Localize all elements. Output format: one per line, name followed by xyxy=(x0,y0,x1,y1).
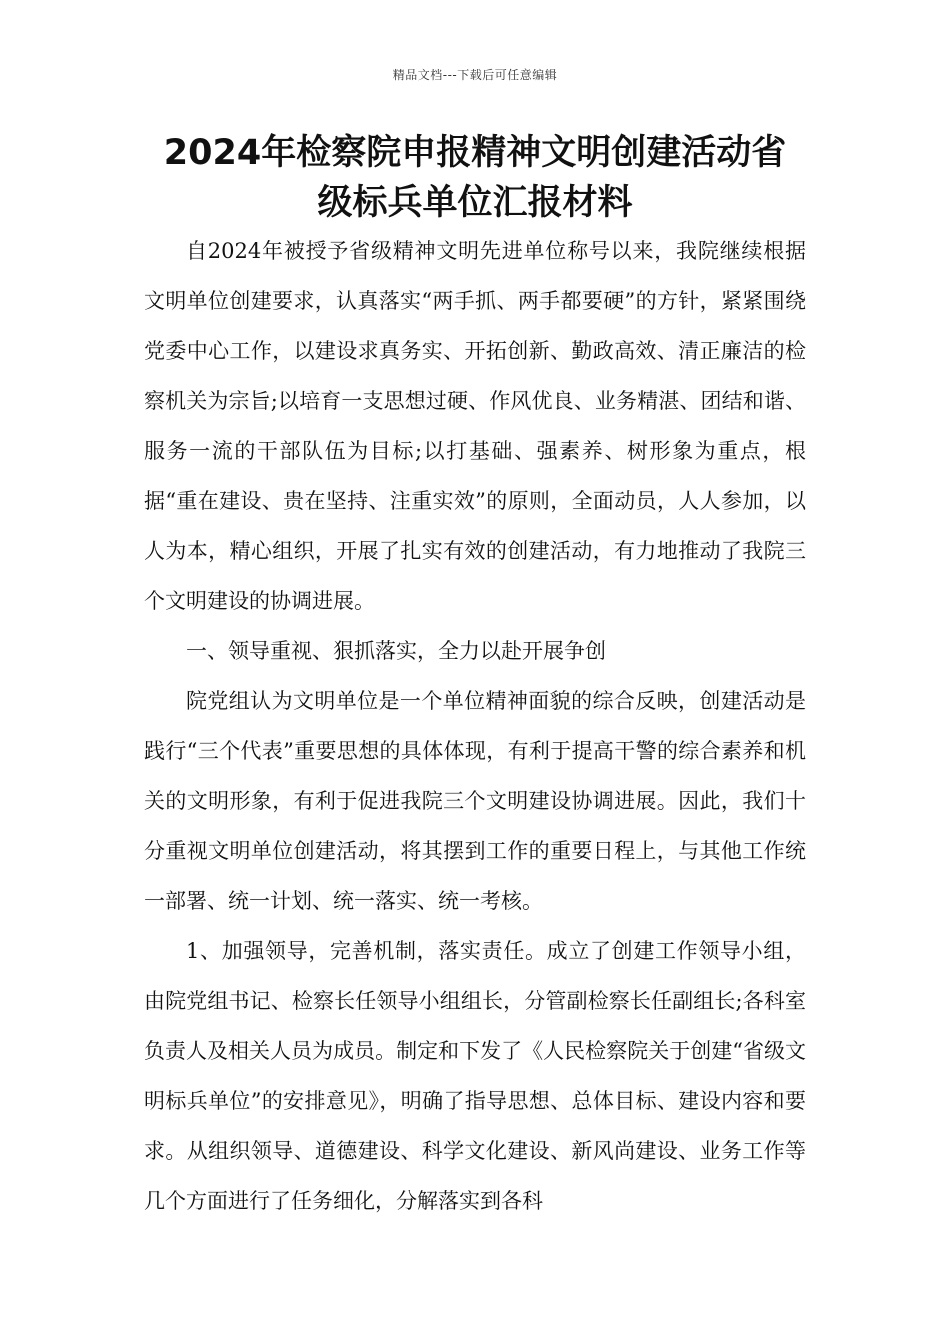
document-body xyxy=(144,226,806,1226)
document-title xyxy=(120,128,830,228)
paragraph-section-1: 院党组认为文明单位是一个单位精神面貌的综合反映，创建活动是践行“三个代表”重要思想的具体体现，有利于提高干警的综合素养和机关的文明形象，有利于促进我院三个文明建设协调进展。因此，我们十分重视文明单位创建活动，将其摆到工作的重要日程上，与其他工作统一部署、统一计划、统一落实、统一考核。 xyxy=(144,689,806,913)
section-heading: 一、领导重视、狠抓落实，全力以赴开展争创 xyxy=(186,639,606,663)
title-line-1: 2024年检察院申报精神文明创建活动省 xyxy=(163,133,787,173)
title-line-2: 级标兵单位汇报材料 xyxy=(317,183,633,223)
paragraph-intro: 自2024年被授予省级精神文明先进单位称号以来，我院继续根据文明单位创建要求，认真落实“两手抓、两手都要硬”的方针，紧紧围绕党委中心工作，以建设求真务实、开拓创新、勤政高效、清正廉洁的检察机关为宗旨;以培育一支思想过硬、作风优良、业务精湛、团结和谐、服务一流的干部队伍为目标;以打基础、强素养、树形象为重点，根据“重在建设、贵在坚持、注重实效”的原则，全面动员，人人参加，以人为本，精心组织，开展了扎实有效的创建活动，有力地推动了我院三个文明建设的协调进展。 xyxy=(144,239,806,613)
paragraph-item-1: 1、加强领导，完善机制，落实责任。成立了创建工作领导小组，由院党组书记、检察长任领导小组组长，分管副检察长任副组长;各科室负责人及相关人员为成员。制定和下发了《人民检察院关于创建“省级文明标兵单位”的安排意见》，明确了指导思想、总体目标、建设内容和要求。从组织领导、道德建设、科学文化建设、新风尚建设、业务工作等几个方面进行了任务细化，分解落实到各科 xyxy=(144,939,806,1213)
header-note: 精品文档---下载后可任意编辑 xyxy=(392,68,558,82)
